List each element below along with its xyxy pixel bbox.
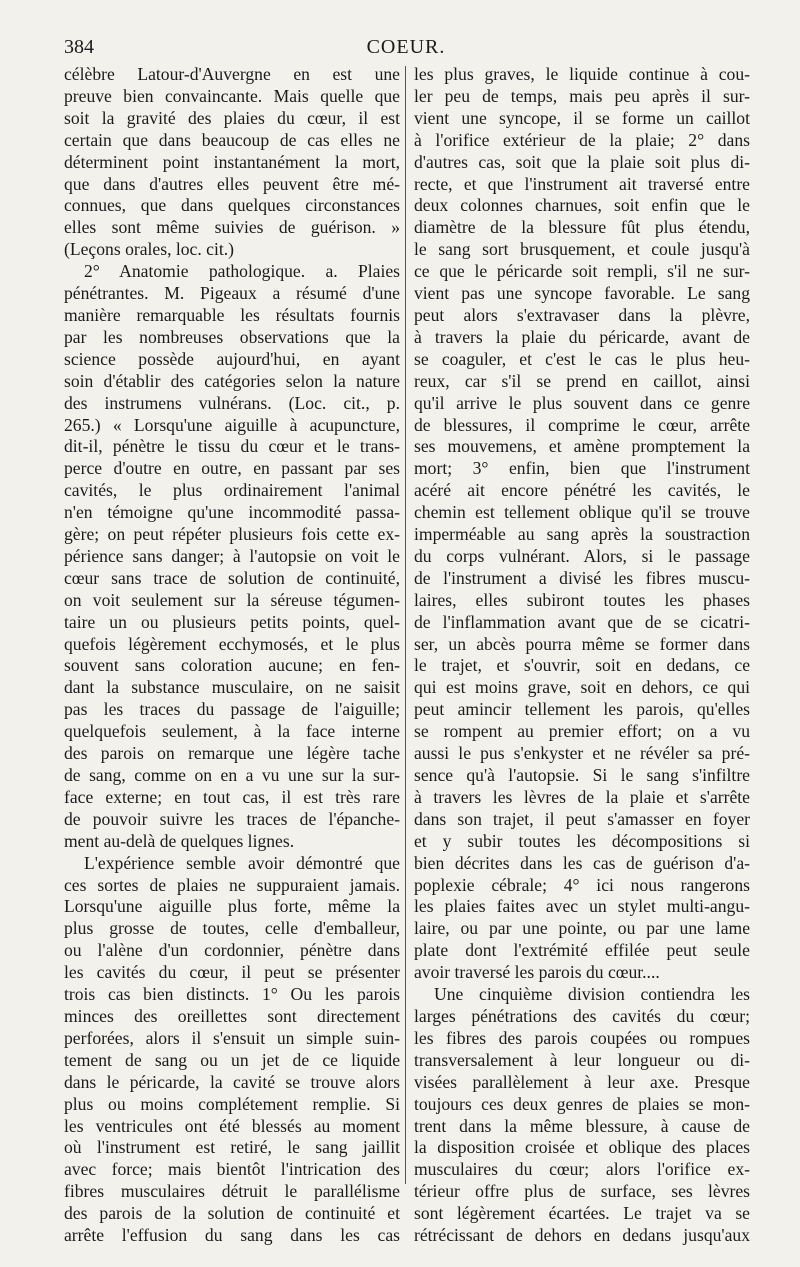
text-line: célèbre Latour-d'Auvergne en est une (64, 64, 400, 84)
text-line: chemin est tellement oblique qu'il se trouve (414, 502, 750, 523)
text-line: de l'instrument a divisé les fibres muscu- (414, 567, 750, 588)
text-line: de blessures, il comprime le cœur, arrête (414, 414, 750, 435)
text-line: avoir traversé les parois du cœur.... (414, 962, 660, 983)
text-line: ser, un abcès pourra même se former dans (414, 633, 750, 654)
text-line: le sang sort brusquement, et coule jusqu'à (414, 239, 750, 260)
text-line: cavités, le plus ordinairement l'animal (64, 480, 400, 501)
text-line: ment au-delà de quelques lignes. (64, 830, 295, 851)
text-line: vient une syncope, il se forme un caillot (414, 107, 750, 128)
text-line: Une cinquième division contiendra les (434, 984, 750, 1005)
text-line: L'expérience semble avoir démontré que (84, 852, 400, 873)
text-line: et y subir toutes les décompositions si (414, 830, 750, 851)
text-line: de sang, comme on en a vu une sur la sur- (64, 765, 400, 785)
text-line: reux, car s'il se prend en caillot, ainsi (414, 370, 750, 391)
text-line: ces sortes de plaies ne suppuraient jamais. (64, 874, 400, 895)
text-line: science possède aujourd'hui, en ayant (64, 348, 400, 369)
text-line: deux colonnes charnues, soit enfin que le (414, 195, 750, 216)
text-line: se coaguler, et c'est le cas le plus heu- (414, 348, 750, 369)
text-line: visées parallèlement à leur axe. Presque (414, 1071, 750, 1092)
text-line: où l'instrument est retiré, le sang jaillit (64, 1137, 400, 1158)
page-header (64, 36, 748, 62)
text-line: arrête l'effusion du sang dans les cas (64, 1225, 400, 1246)
running-head: COEUR. (366, 36, 446, 58)
right-column (414, 64, 750, 1247)
text-line: qui est moins grave, soit en dehors, ce qui (414, 677, 750, 698)
text-line: acéré ait encore pénétré les cavités, le (414, 480, 750, 501)
text-line: plus ou moins complétement remplie. Si (64, 1093, 400, 1114)
text-line: diamètre de la blessure fût plus étendu, (414, 217, 750, 238)
text-line: périence sans danger; à l'autopsie on voit le (64, 545, 400, 566)
text-line: d'autres cas, soit que la plaie soit plus di- (414, 151, 750, 172)
text-line: on voit seulement sur la séreuse tégumen- (64, 589, 400, 610)
text-line: larges pénétrations des cavités du cœur; (414, 1005, 750, 1026)
text-line: ses mouvemens, et amène promptement la (414, 436, 750, 457)
text-line: à travers les lèvres de la plaie et s'arrête (414, 786, 750, 807)
text-line: les cavités du cœur, il peut se présenter (64, 962, 400, 983)
text-line: pas les traces du passage de l'aiguille; (64, 699, 400, 720)
text-line: (Leçons orales, loc. cit.) (64, 239, 235, 260)
text-line: des parois on remarque une légère tache (64, 743, 400, 764)
text-line: imperméable au sang après la soustraction (414, 524, 750, 545)
text-line: Lorsqu'une aiguille plus forte, même la (64, 896, 400, 917)
text-line: musculaires du cœur; alors l'orifice ex- (414, 1159, 750, 1180)
text-line: fibres musculaires détruit le parallélisme (64, 1181, 400, 1202)
text-line: mort; 3° enfin, bien que l'instrument (414, 458, 750, 479)
text-line: plus grosse de toutes, celle d'emballeur, (64, 918, 400, 939)
text-line: bien décrites dans les cas de guérison d'a- (414, 852, 750, 873)
text-line: à travers la plaie du péricarde, avant de (414, 326, 750, 347)
text-line: 265.) « Lorsqu'une aiguille à acupuncture, (64, 414, 400, 435)
text-line: soit la gravité des plaies du cœur, il est (64, 107, 400, 128)
text-line: des instrumens vulnérans. (Loc. cit., p. (64, 392, 400, 413)
text-line: cœur sans trace de solution de continuité, (64, 567, 400, 588)
text-line: n'en témoigne qu'une incommodité passa- (64, 502, 400, 523)
text-line: face externe; en tout cas, il est très rare (64, 786, 400, 807)
text-line: les plus graves, le liquide continue à cou- (414, 64, 750, 84)
text-line: transversalement à leur longueur ou di- (414, 1049, 750, 1070)
text-line: trois cas bien distincts. 1° Ou les parois (64, 984, 400, 1005)
text-line: dant la substance musculaire, on ne saisit (64, 677, 400, 698)
text-line: souvent sans coloration aucune; en fen- (64, 655, 400, 676)
text-line: quelquefois seulement, à la face interne (64, 721, 400, 742)
text-line: manière remarquable les résultats fournis (64, 304, 400, 325)
text-line: du corps vulnérant. Alors, si le passage (414, 545, 750, 566)
text-line: térieur offre plus de surface, ses lèvres (414, 1181, 750, 1202)
text-line: laire, ou par une pointe, ou par une lame (414, 918, 750, 939)
text-line: aussi le pus s'enkyster et ne révéler sa pré- (414, 743, 750, 764)
text-line: sence qu'à l'autopsie. Si le sang s'infiltre (414, 765, 750, 785)
text-line: trent dans la même blessure, à cause de (414, 1115, 750, 1136)
text-line: sont légèrement écartées. Le trajet va se (414, 1203, 750, 1224)
text-line: certain que dans beaucoup de cas elles ne (64, 129, 400, 150)
text-line: taire un ou plusieurs petits points, quel- (64, 611, 400, 632)
text-line: les fibres des parois coupées ou rompues (414, 1027, 750, 1048)
text-line: déterminent point instantanément la mort, (64, 151, 400, 172)
text-line: poplexie cébrale; 4° ici nous rangerons (414, 874, 750, 895)
text-line: le trajet, et s'ouvrir, soit en dedans, ce (414, 655, 750, 676)
text-line: soin d'établir des catégories selon la nature (64, 370, 400, 391)
text-line: les ventricules ont été blessés au moment (64, 1115, 400, 1136)
text-line: que dans d'autres elles peuvent être mé- (64, 173, 400, 194)
text-line: dans le péricarde, la cavité se trouve alors (64, 1071, 400, 1092)
text-line: la disposition croisée et oblique des places (414, 1137, 750, 1158)
text-line: laires, elles subiront toutes les phases (414, 589, 750, 610)
text-line: 2° Anatomie pathologique. a. Plaies (84, 261, 400, 282)
text-line: plate dont l'extrémité effilée peut seule (414, 940, 750, 961)
text-line: recte, et que l'instrument ait traversé entre (414, 173, 750, 194)
column-divider (405, 66, 406, 1184)
page-number: 384 (64, 36, 94, 58)
text-line: de pouvoir suivre les traces de l'épanche- (64, 808, 400, 829)
text-line: elles sont même suivies de guérison. » (64, 217, 400, 238)
text-line: ou l'alène d'un cordonnier, pénètre dans (64, 940, 400, 961)
text-line: tement de sang ou un jet de ce liquide (64, 1049, 400, 1070)
text-line: qu'il arrive le plus souvent dans ce genre (414, 392, 750, 413)
text-line: peut alors s'extravaser dans la plèvre, (414, 304, 750, 325)
text-line: dit-il, pénètre le tissu du cœur et le trans- (64, 436, 400, 457)
text-line: minces des oreillettes sont directement (64, 1005, 400, 1026)
left-column (64, 64, 400, 1247)
text-line: à l'orifice extérieur de la plaie; 2° dans (414, 129, 750, 150)
text-line: se rompent au premier effort; on a vu (414, 721, 750, 742)
text-line: par les nombreuses observations que la (64, 326, 400, 347)
text-line: les plaies faites avec un stylet multi-angu- (414, 896, 750, 917)
text-line: preuve bien convaincante. Mais quelle que (64, 85, 400, 106)
text-line: avec force; mais bientôt l'intrication des (64, 1159, 400, 1180)
text-line: quefois légèrement ecchymosés, et le plus (64, 633, 400, 654)
text-line: de l'inflammation avant que de se cicatri- (414, 611, 750, 632)
text-line: vient pas une syncope favorable. Le sang (414, 283, 750, 304)
text-line: pénétrantes. M. Pigeaux a résumé d'une (64, 283, 400, 304)
text-line: ler peu de temps, mais peu après il sur- (414, 85, 750, 106)
text-line: perforées, alors il s'ensuit un simple suin- (64, 1027, 400, 1048)
text-line: peut amincir tellement les parois, qu'elles (414, 699, 750, 720)
text-line: rétrécissant de dehors en dedans jusqu'aux (414, 1225, 750, 1246)
text-line: perce d'outre en outre, en passant par ses (64, 458, 400, 479)
text-line: ce que le péricarde soit rempli, s'il ne sur- (414, 261, 750, 282)
text-line: toujours ces deux genres de plaies se mon- (414, 1093, 750, 1114)
text-line: dans son trajet, il peut s'amasser en foyer (414, 808, 750, 829)
text-line: connues, que dans quelques circonstances (64, 195, 400, 216)
text-line: gère; on peut répéter plusieurs fois cette ex- (64, 524, 400, 545)
text-line: des parois de la solution de continuité et (64, 1203, 400, 1224)
